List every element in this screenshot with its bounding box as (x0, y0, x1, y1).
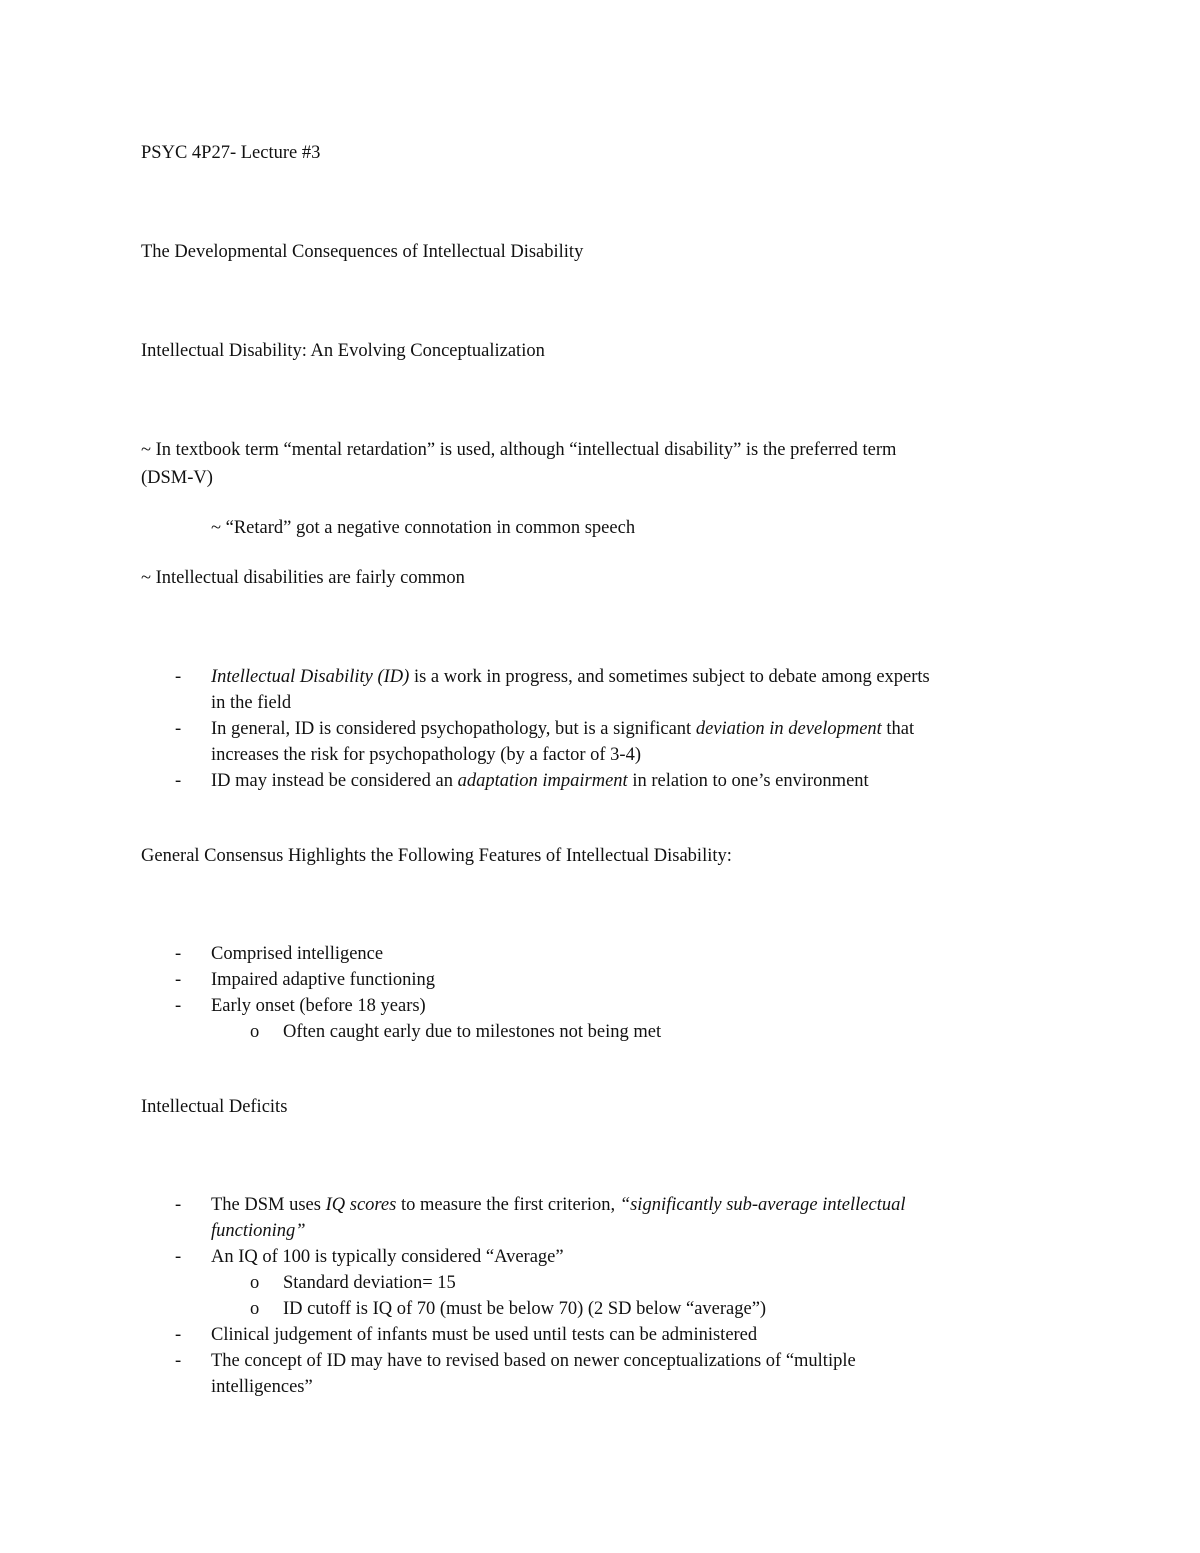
course-title: PSYC 4P27- Lecture #3 (141, 143, 321, 163)
bullet-work-in-progress-cont: in the field (211, 693, 292, 713)
section-heading-evolving: Intellectual Disability: An Evolving Conceptualization (141, 341, 545, 361)
tilde-item-textbook-term: ~ In textbook term “mental retardation” is used, although “intellectual disability” is the preferred term (141, 440, 897, 460)
bullet-dsm-iq-cont: functioning” (211, 1221, 306, 1241)
bullet-dash: - (175, 771, 182, 791)
bullet-psychopathology-cont: increases the risk for psychopathology (by a factor of 3-4) (211, 745, 641, 765)
bullet-dash: - (175, 1247, 182, 1267)
tilde-item-textbook-term-cont: (DSM-V) (141, 468, 213, 488)
tilde-subitem-retard: ~ “Retard” got a negative connotation in common speech (211, 518, 636, 538)
bullet-dash: - (175, 1351, 182, 1371)
bullet-dash: - (175, 1195, 182, 1215)
tilde-item-common: ~ Intellectual disabilities are fairly common (141, 568, 465, 588)
quote-sub-average: “significantly sub-average intellectual (619, 1195, 906, 1215)
sub-bullet-marker: o (250, 1299, 260, 1319)
bullet-iq-average: An IQ of 100 is typically considered “Average” (211, 1247, 564, 1267)
bullet-dash: - (175, 996, 182, 1016)
bullet-dash: - (175, 1325, 182, 1345)
term-intellectual-disability: Intellectual Disability (ID) (211, 667, 410, 687)
bullet-adaptive-functioning: Impaired adaptive functioning (211, 970, 435, 990)
bullet-psychopathology: In general, ID is considered psychopathology, but is a significant deviation in development that (211, 719, 915, 739)
lecture-title: The Developmental Consequences of Intellectual Disability (141, 242, 584, 262)
term-adaptation-impairment: adaptation impairment (457, 771, 628, 791)
term-iq-scores: IQ scores (325, 1195, 397, 1215)
term-deviation-in-development: deviation in development (695, 719, 882, 739)
sub-bullet-milestones: Often caught early due to milestones not being met (283, 1022, 662, 1042)
bullet-dsm-iq: The DSM uses IQ scores to measure the first criterion, “significantly sub-average intellectual (211, 1195, 906, 1215)
bullet-multiple-intelligences: The concept of ID may have to revised based on newer conceptualizations of “multiple (211, 1351, 856, 1371)
bullet-dash: - (175, 970, 182, 990)
bullet-early-onset: Early onset (before 18 years) (211, 996, 426, 1016)
section-heading-deficits: Intellectual Deficits (141, 1097, 288, 1117)
bullet-adaptation: ID may instead be considered an adaptation impairment in relation to one’s environment (211, 771, 869, 791)
bullet-dash: - (175, 944, 182, 964)
sub-bullet-standard-deviation: Standard deviation= 15 (283, 1273, 456, 1293)
bullet-work-in-progress: Intellectual Disability (ID) is a work in progress, and sometimes subject to debate among experts (211, 667, 930, 687)
bullet-dash: - (175, 667, 182, 687)
bullet-clinical-judgement: Clinical judgement of infants must be used until tests can be administered (211, 1325, 758, 1345)
section-heading-consensus: General Consensus Highlights the Following Features of Intellectual Disability: (141, 846, 732, 866)
bullet-multiple-intelligences-cont: intelligences” (211, 1377, 313, 1397)
sub-bullet-marker: o (250, 1273, 260, 1293)
bullet-comprised-intelligence: Comprised intelligence (211, 944, 384, 964)
sub-bullet-id-cutoff: ID cutoff is IQ of 70 (must be below 70) (2 SD below “average”) (283, 1299, 767, 1319)
sub-bullet-marker: o (250, 1022, 260, 1042)
bullet-dash: - (175, 719, 182, 739)
